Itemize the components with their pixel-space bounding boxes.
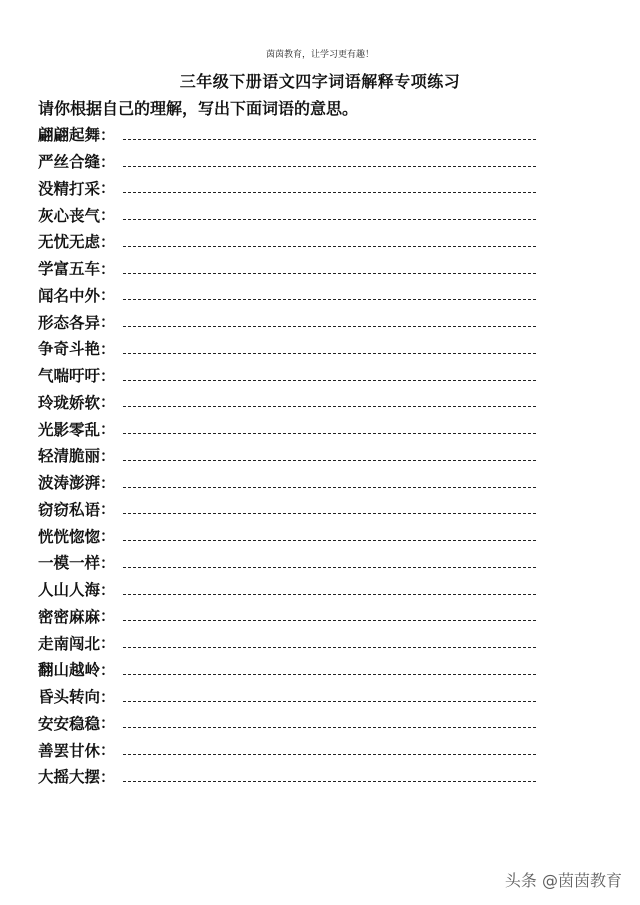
- exercise-item: [38, 496, 558, 523]
- exercise-item: [38, 121, 558, 148]
- colon: ：: [100, 393, 116, 412]
- exercise-item: [38, 683, 558, 710]
- idiom-word: 灰心丧气: [38, 205, 101, 225]
- answer-line[interactable]: [123, 353, 536, 354]
- answer-line[interactable]: [123, 219, 536, 220]
- idiom-word: 安安稳稳: [38, 713, 101, 733]
- idiom-word: 走南闯北: [38, 633, 101, 653]
- colon: ：: [100, 206, 116, 225]
- colon: ：: [100, 125, 116, 144]
- idiom-word: 翩翩起舞: [38, 125, 101, 145]
- idiom-word: 玲珑娇软: [38, 392, 101, 412]
- answer-line[interactable]: [123, 647, 536, 648]
- exercise-item: [38, 415, 558, 442]
- colon: ：: [100, 366, 116, 385]
- idiom-word: 形态各异: [38, 312, 101, 332]
- colon: ：: [100, 634, 116, 653]
- colon: ：: [100, 339, 116, 358]
- answer-line[interactable]: [123, 460, 536, 461]
- exercise-item: [38, 335, 558, 362]
- answer-line[interactable]: [123, 540, 536, 541]
- instruction-text: 请你根据自己的理解，写出下面词语的意思。: [38, 99, 359, 118]
- colon: ：: [100, 553, 116, 572]
- page-title: 三年级下册语文四字词语解释专项练习: [179, 72, 461, 91]
- answer-line[interactable]: [123, 567, 536, 568]
- answer-line[interactable]: [123, 273, 536, 274]
- exercise-item: [38, 175, 558, 202]
- colon: ：: [100, 660, 116, 679]
- answer-line[interactable]: [123, 380, 536, 381]
- watermark: 头条 @茵茵教育: [504, 871, 622, 890]
- exercise-item: [38, 282, 558, 309]
- exercise-item: [38, 549, 558, 576]
- answer-line[interactable]: [123, 594, 536, 595]
- colon: ：: [100, 500, 116, 519]
- idiom-word: 大摇大摆: [38, 767, 101, 787]
- colon: ：: [100, 313, 116, 332]
- answer-line[interactable]: [123, 487, 536, 488]
- idiom-word: 气喘吁吁: [38, 366, 101, 386]
- answer-line[interactable]: [123, 299, 536, 300]
- answer-line[interactable]: [123, 433, 536, 434]
- idiom-word: 窃窃私语: [38, 499, 101, 519]
- answer-line[interactable]: [123, 701, 536, 702]
- colon: ：: [100, 714, 116, 733]
- exercise-item: [38, 308, 558, 335]
- answer-line[interactable]: [123, 781, 536, 782]
- idiom-word: 学富五车: [38, 259, 101, 279]
- exercise-list: [38, 121, 558, 790]
- answer-line[interactable]: [123, 620, 536, 621]
- answer-line[interactable]: [123, 166, 536, 167]
- exercise-item: [38, 603, 558, 630]
- idiom-word: 昏头转向: [38, 687, 101, 707]
- colon: ：: [100, 286, 116, 305]
- exercise-item: [38, 656, 558, 683]
- colon: ：: [100, 420, 116, 439]
- exercise-item: [38, 576, 558, 603]
- answer-line[interactable]: [123, 139, 536, 140]
- header-note: 茵茵教育，让学习更有趣！: [265, 50, 374, 60]
- idiom-word: 人山人海: [38, 580, 101, 600]
- exercise-item: [38, 710, 558, 737]
- colon: ：: [100, 473, 116, 492]
- exercise-item: [38, 228, 558, 255]
- exercise-item: [38, 201, 558, 228]
- colon: ：: [100, 580, 116, 599]
- idiom-word: 严丝合缝: [38, 152, 101, 172]
- idiom-word: 波涛澎湃: [38, 473, 101, 493]
- exercise-item: [38, 763, 558, 790]
- exercise-item: [38, 148, 558, 175]
- answer-line[interactable]: [123, 513, 536, 514]
- exercise-item: [38, 736, 558, 763]
- colon: ：: [100, 232, 116, 251]
- colon: ：: [100, 259, 116, 278]
- idiom-word: 一模一样: [38, 553, 101, 573]
- exercise-item: [38, 389, 558, 416]
- answer-line[interactable]: [123, 674, 536, 675]
- colon: ：: [100, 767, 116, 786]
- colon: ：: [100, 152, 116, 171]
- colon: ：: [100, 687, 116, 706]
- idiom-word: 轻清脆丽: [38, 446, 101, 466]
- exercise-item: [38, 362, 558, 389]
- exercise-item: [38, 469, 558, 496]
- idiom-word: 闻名中外: [38, 285, 101, 305]
- exercise-item: [38, 522, 558, 549]
- exercise-item: [38, 442, 558, 469]
- answer-line[interactable]: [123, 326, 536, 327]
- idiom-word: 争奇斗艳: [38, 339, 101, 359]
- colon: ：: [100, 446, 116, 465]
- answer-line[interactable]: [123, 406, 536, 407]
- idiom-word: 无忧无虑: [38, 232, 101, 252]
- colon: ：: [100, 607, 116, 626]
- colon: ：: [100, 741, 116, 760]
- answer-line[interactable]: [123, 727, 536, 728]
- answer-line[interactable]: [123, 246, 536, 247]
- idiom-word: 光影零乱: [38, 419, 101, 439]
- idiom-word: 善罢甘休: [38, 740, 101, 760]
- exercise-item: [38, 255, 558, 282]
- colon: ：: [100, 527, 116, 546]
- idiom-word: 没精打采: [38, 178, 101, 198]
- idiom-word: 翻山越岭: [38, 660, 101, 680]
- exercise-item: [38, 629, 558, 656]
- colon: ：: [100, 179, 116, 198]
- answer-line[interactable]: [123, 192, 536, 193]
- idiom-word: 密密麻麻: [38, 606, 101, 626]
- idiom-word: 恍恍惚惚: [38, 526, 101, 546]
- answer-line[interactable]: [123, 754, 536, 755]
